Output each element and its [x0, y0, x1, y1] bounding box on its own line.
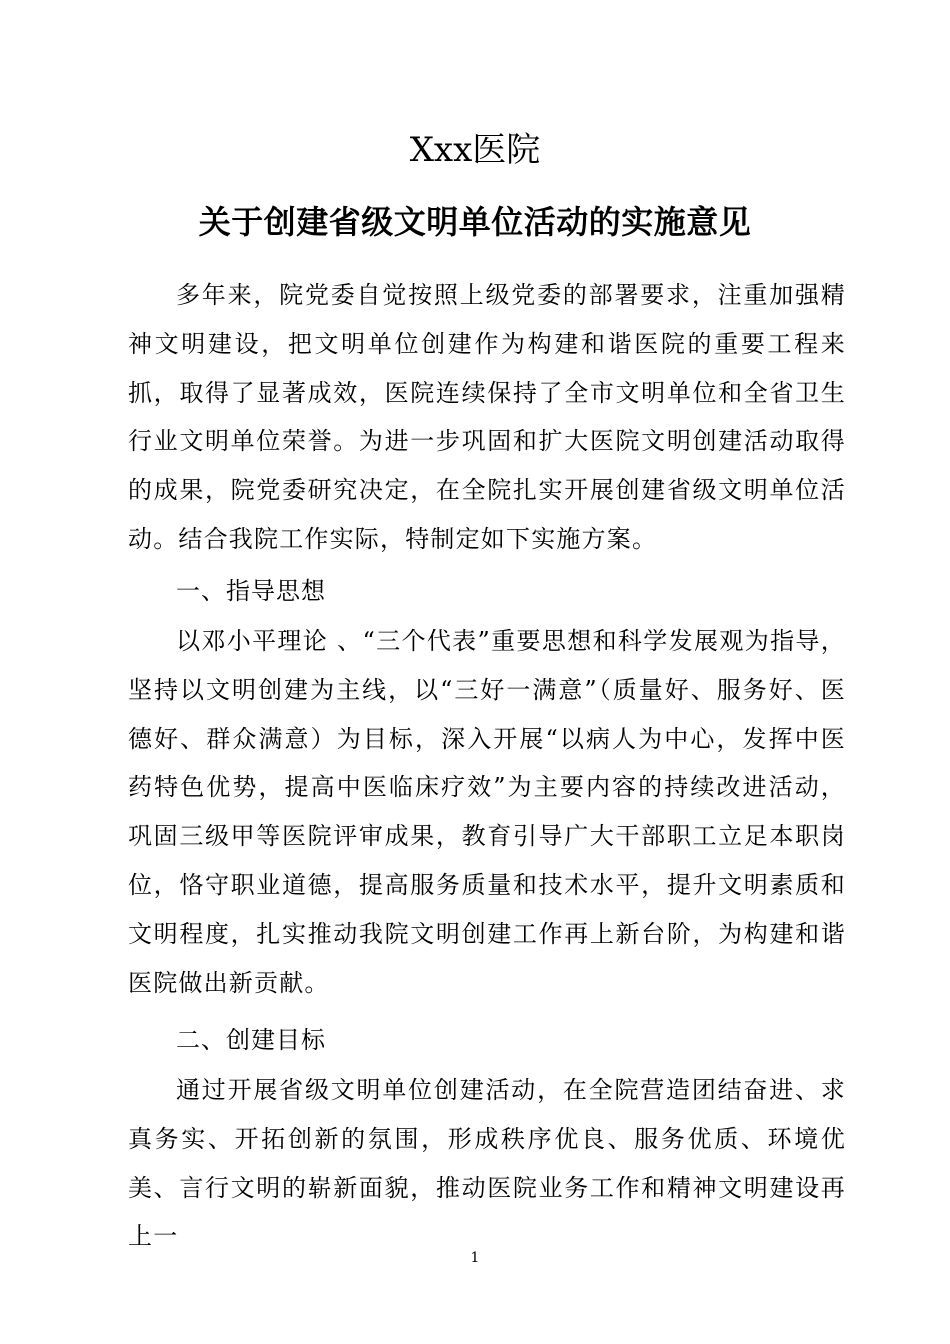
paragraph-intro: 多年来，院党委自觉按照上级党委的部署要求，注重加强精神文明建设，把文明单位创建作为构建和谐医院的重要工程来抓，取得了显著成效，医院连续保持了全市文明单位和全省卫生行业文明单位荣誉。为进一步巩固和扩大医院文明创建活动取得的成果，院党委研究决定，在全院扎实开展创建省级文明单位活动。结合我院工作实际，特制定如下实施方案。 — [128, 281, 846, 553]
page-number: 1 — [470, 1250, 480, 1266]
section-heading-guiding-ideology: 一、指导思想 — [176, 577, 326, 605]
section-heading-goals: 二、创建目标 — [176, 1026, 326, 1054]
document-title-hospital: Xxx医院 — [409, 130, 541, 170]
paragraph-guiding-ideology: 以邓小平理论 、“三个代表”重要思想和科学发展观为指导，坚持以文明创建为主线，以“三好一满意”（质量好、服务好、医德好、群众满意）为目标，深入开展“以病人为中心，发挥中医药特色优势，提高中医临床疗效”为主要内容的持续改进活动，巩固三级甲等医院评审成果，教育引导广大干部职工立足本职岗位，恪守职业道德，提高服务质量和技术水平，提升文明素质和文明程度，扎实推动我院文明创建工作再上新台阶，为构建和谐医院做出新贡献。 — [128, 627, 846, 997]
document-title-main: 关于创建省级文明单位活动的实施意见 — [198, 203, 752, 241]
paragraph-goals: 通过开展省级文明单位创建活动，在全院营造团结奋进、求真务实、开拓创新的氛围，形成秩序优良、服务优质、环境优美、言行文明的崭新面貌，推动医院业务工作和精神文明建设再上一 — [128, 1076, 846, 1251]
